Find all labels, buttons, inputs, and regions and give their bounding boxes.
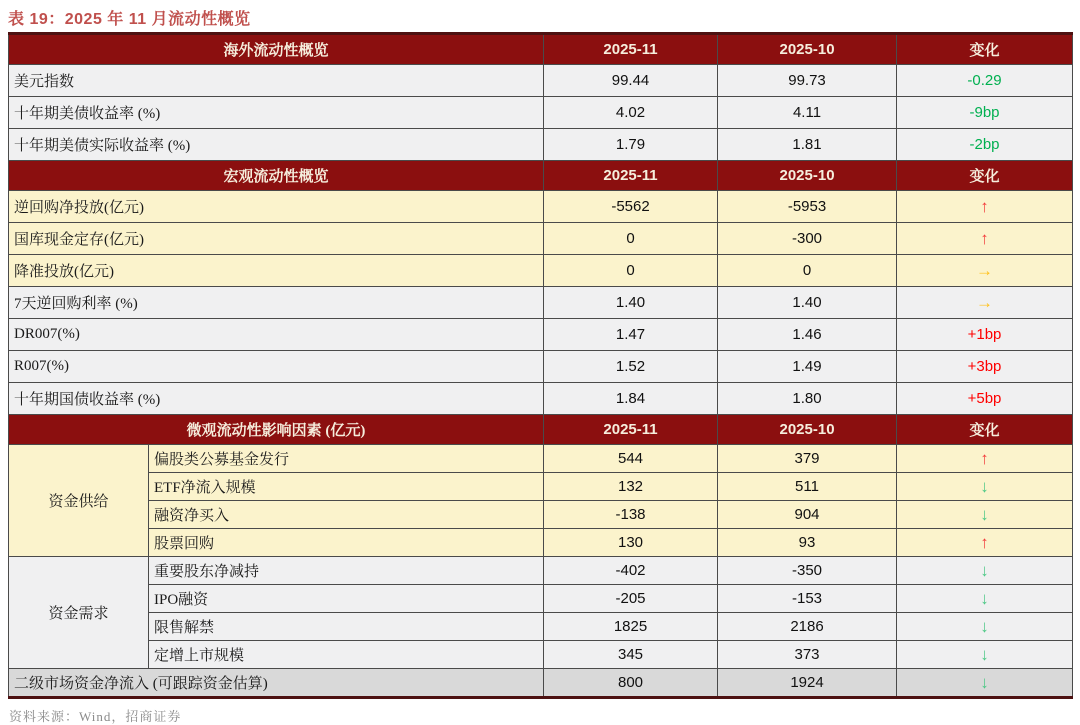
table-row	[9, 445, 1073, 473]
value-prev: 1.46	[718, 319, 897, 351]
row-label: R007(%)	[9, 351, 544, 383]
column-header-prev: 2025-10	[718, 34, 897, 65]
column-header-current: 2025-11	[544, 161, 718, 191]
value-current: 1.84	[544, 383, 718, 415]
value-prev: -153	[718, 585, 897, 613]
row-label: 降准投放(亿元)	[9, 255, 544, 287]
table-row	[9, 287, 1073, 319]
table-row	[9, 191, 1073, 223]
change-arrow: ↑	[897, 223, 1073, 255]
section-title: 宏观流动性概览	[9, 161, 544, 191]
change-cell: +3bp	[897, 351, 1073, 383]
section-header-overseas	[9, 34, 1073, 65]
change-arrow: ↑	[897, 445, 1073, 473]
change-cell: -2bp	[897, 129, 1073, 161]
table-row	[9, 351, 1073, 383]
value-current: 345	[544, 641, 718, 669]
value-prev: 2186	[718, 613, 897, 641]
value-prev: 1.40	[718, 287, 897, 319]
value-current: 4.02	[544, 97, 718, 129]
table-title: 表 19：2025 年 11 月流动性概览	[8, 11, 251, 28]
row-label: 重要股东净减持	[149, 557, 544, 585]
table-row	[9, 65, 1073, 97]
value-prev: 1924	[718, 669, 897, 698]
value-prev: 93	[718, 529, 897, 557]
change-arrow: ↓	[897, 585, 1073, 613]
change-arrow: →	[897, 287, 1073, 319]
change-arrow: ↑	[897, 191, 1073, 223]
value-current: 544	[544, 445, 718, 473]
section-title: 微观流动性影响因素 (亿元)	[9, 415, 544, 445]
change-arrow: ↓	[897, 473, 1073, 501]
row-label: 十年期美债收益率 (%)	[9, 97, 544, 129]
section-header-macro	[9, 161, 1073, 191]
value-prev: 904	[718, 501, 897, 529]
change-cell: +1bp	[897, 319, 1073, 351]
value-current: 130	[544, 529, 718, 557]
value-prev: 511	[718, 473, 897, 501]
table-row	[9, 501, 1073, 529]
summary-label: 二级市场资金净流入 (可跟踪资金估算)	[9, 669, 544, 698]
value-prev: 0	[718, 255, 897, 287]
change-arrow: ↑	[897, 529, 1073, 557]
row-label: 十年期国债收益率 (%)	[9, 383, 544, 415]
section-header-micro	[9, 415, 1073, 445]
change-cell: +5bp	[897, 383, 1073, 415]
row-label: DR007(%)	[9, 319, 544, 351]
value-current: 132	[544, 473, 718, 501]
value-current: 0	[544, 255, 718, 287]
value-prev: -5953	[718, 191, 897, 223]
value-current: 1.79	[544, 129, 718, 161]
column-header-current: 2025-11	[544, 34, 718, 65]
value-current: 99.44	[544, 65, 718, 97]
value-prev: 379	[718, 445, 897, 473]
table-row	[9, 383, 1073, 415]
value-prev: 99.73	[718, 65, 897, 97]
value-prev: -350	[718, 557, 897, 585]
row-label: 偏股类公募基金发行	[149, 445, 544, 473]
value-current: 1.47	[544, 319, 718, 351]
value-prev: -300	[718, 223, 897, 255]
value-current: 1.52	[544, 351, 718, 383]
column-header-current: 2025-11	[544, 415, 718, 445]
row-label: 十年期美债实际收益率 (%)	[9, 129, 544, 161]
value-prev: 1.81	[718, 129, 897, 161]
value-current: -5562	[544, 191, 718, 223]
row-label: IPO融资	[149, 585, 544, 613]
table-row	[9, 97, 1073, 129]
column-header-prev: 2025-10	[718, 415, 897, 445]
table-row	[9, 557, 1073, 585]
value-current: 1825	[544, 613, 718, 641]
row-label: ETF净流入规模	[149, 473, 544, 501]
table-row	[9, 529, 1073, 557]
table-row	[9, 473, 1073, 501]
row-label: 美元指数	[9, 65, 544, 97]
liquidity-overview-table	[8, 32, 1073, 699]
table-row	[9, 641, 1073, 669]
value-current: -402	[544, 557, 718, 585]
change-arrow: ↓	[897, 557, 1073, 585]
row-label: 股票回购	[149, 529, 544, 557]
table-row	[9, 255, 1073, 287]
column-header-change: 变化	[897, 161, 1073, 191]
table-row	[9, 129, 1073, 161]
value-current: -138	[544, 501, 718, 529]
column-header-change: 变化	[897, 415, 1073, 445]
row-label: 定增上市规模	[149, 641, 544, 669]
change-arrow: ↓	[897, 613, 1073, 641]
row-label: 融资净买入	[149, 501, 544, 529]
data-source-note: 资料来源：Wind，招商证券	[9, 709, 182, 724]
change-cell: -9bp	[897, 97, 1073, 129]
value-prev: 373	[718, 641, 897, 669]
change-arrow: →	[897, 255, 1073, 287]
group-label-supply: 资金供给	[9, 445, 149, 557]
column-header-change: 变化	[897, 34, 1073, 65]
value-current: 0	[544, 223, 718, 255]
value-current: 800	[544, 669, 718, 698]
change-cell: -0.29	[897, 65, 1073, 97]
change-arrow: ↓	[897, 501, 1073, 529]
table-row	[9, 223, 1073, 255]
row-label: 国库现金定存(亿元)	[9, 223, 544, 255]
value-current: 1.40	[544, 287, 718, 319]
row-label: 限售解禁	[149, 613, 544, 641]
group-label-demand: 资金需求	[9, 557, 149, 669]
row-label: 7天逆回购利率 (%)	[9, 287, 544, 319]
summary-row	[9, 669, 1073, 698]
change-arrow: ↓	[897, 669, 1073, 698]
table-row	[9, 585, 1073, 613]
value-prev: 4.11	[718, 97, 897, 129]
section-title: 海外流动性概览	[9, 34, 544, 65]
value-prev: 1.49	[718, 351, 897, 383]
table-row	[9, 319, 1073, 351]
table-row	[9, 613, 1073, 641]
value-prev: 1.80	[718, 383, 897, 415]
row-label: 逆回购净投放(亿元)	[9, 191, 544, 223]
change-arrow: ↓	[897, 641, 1073, 669]
column-header-prev: 2025-10	[718, 161, 897, 191]
value-current: -205	[544, 585, 718, 613]
